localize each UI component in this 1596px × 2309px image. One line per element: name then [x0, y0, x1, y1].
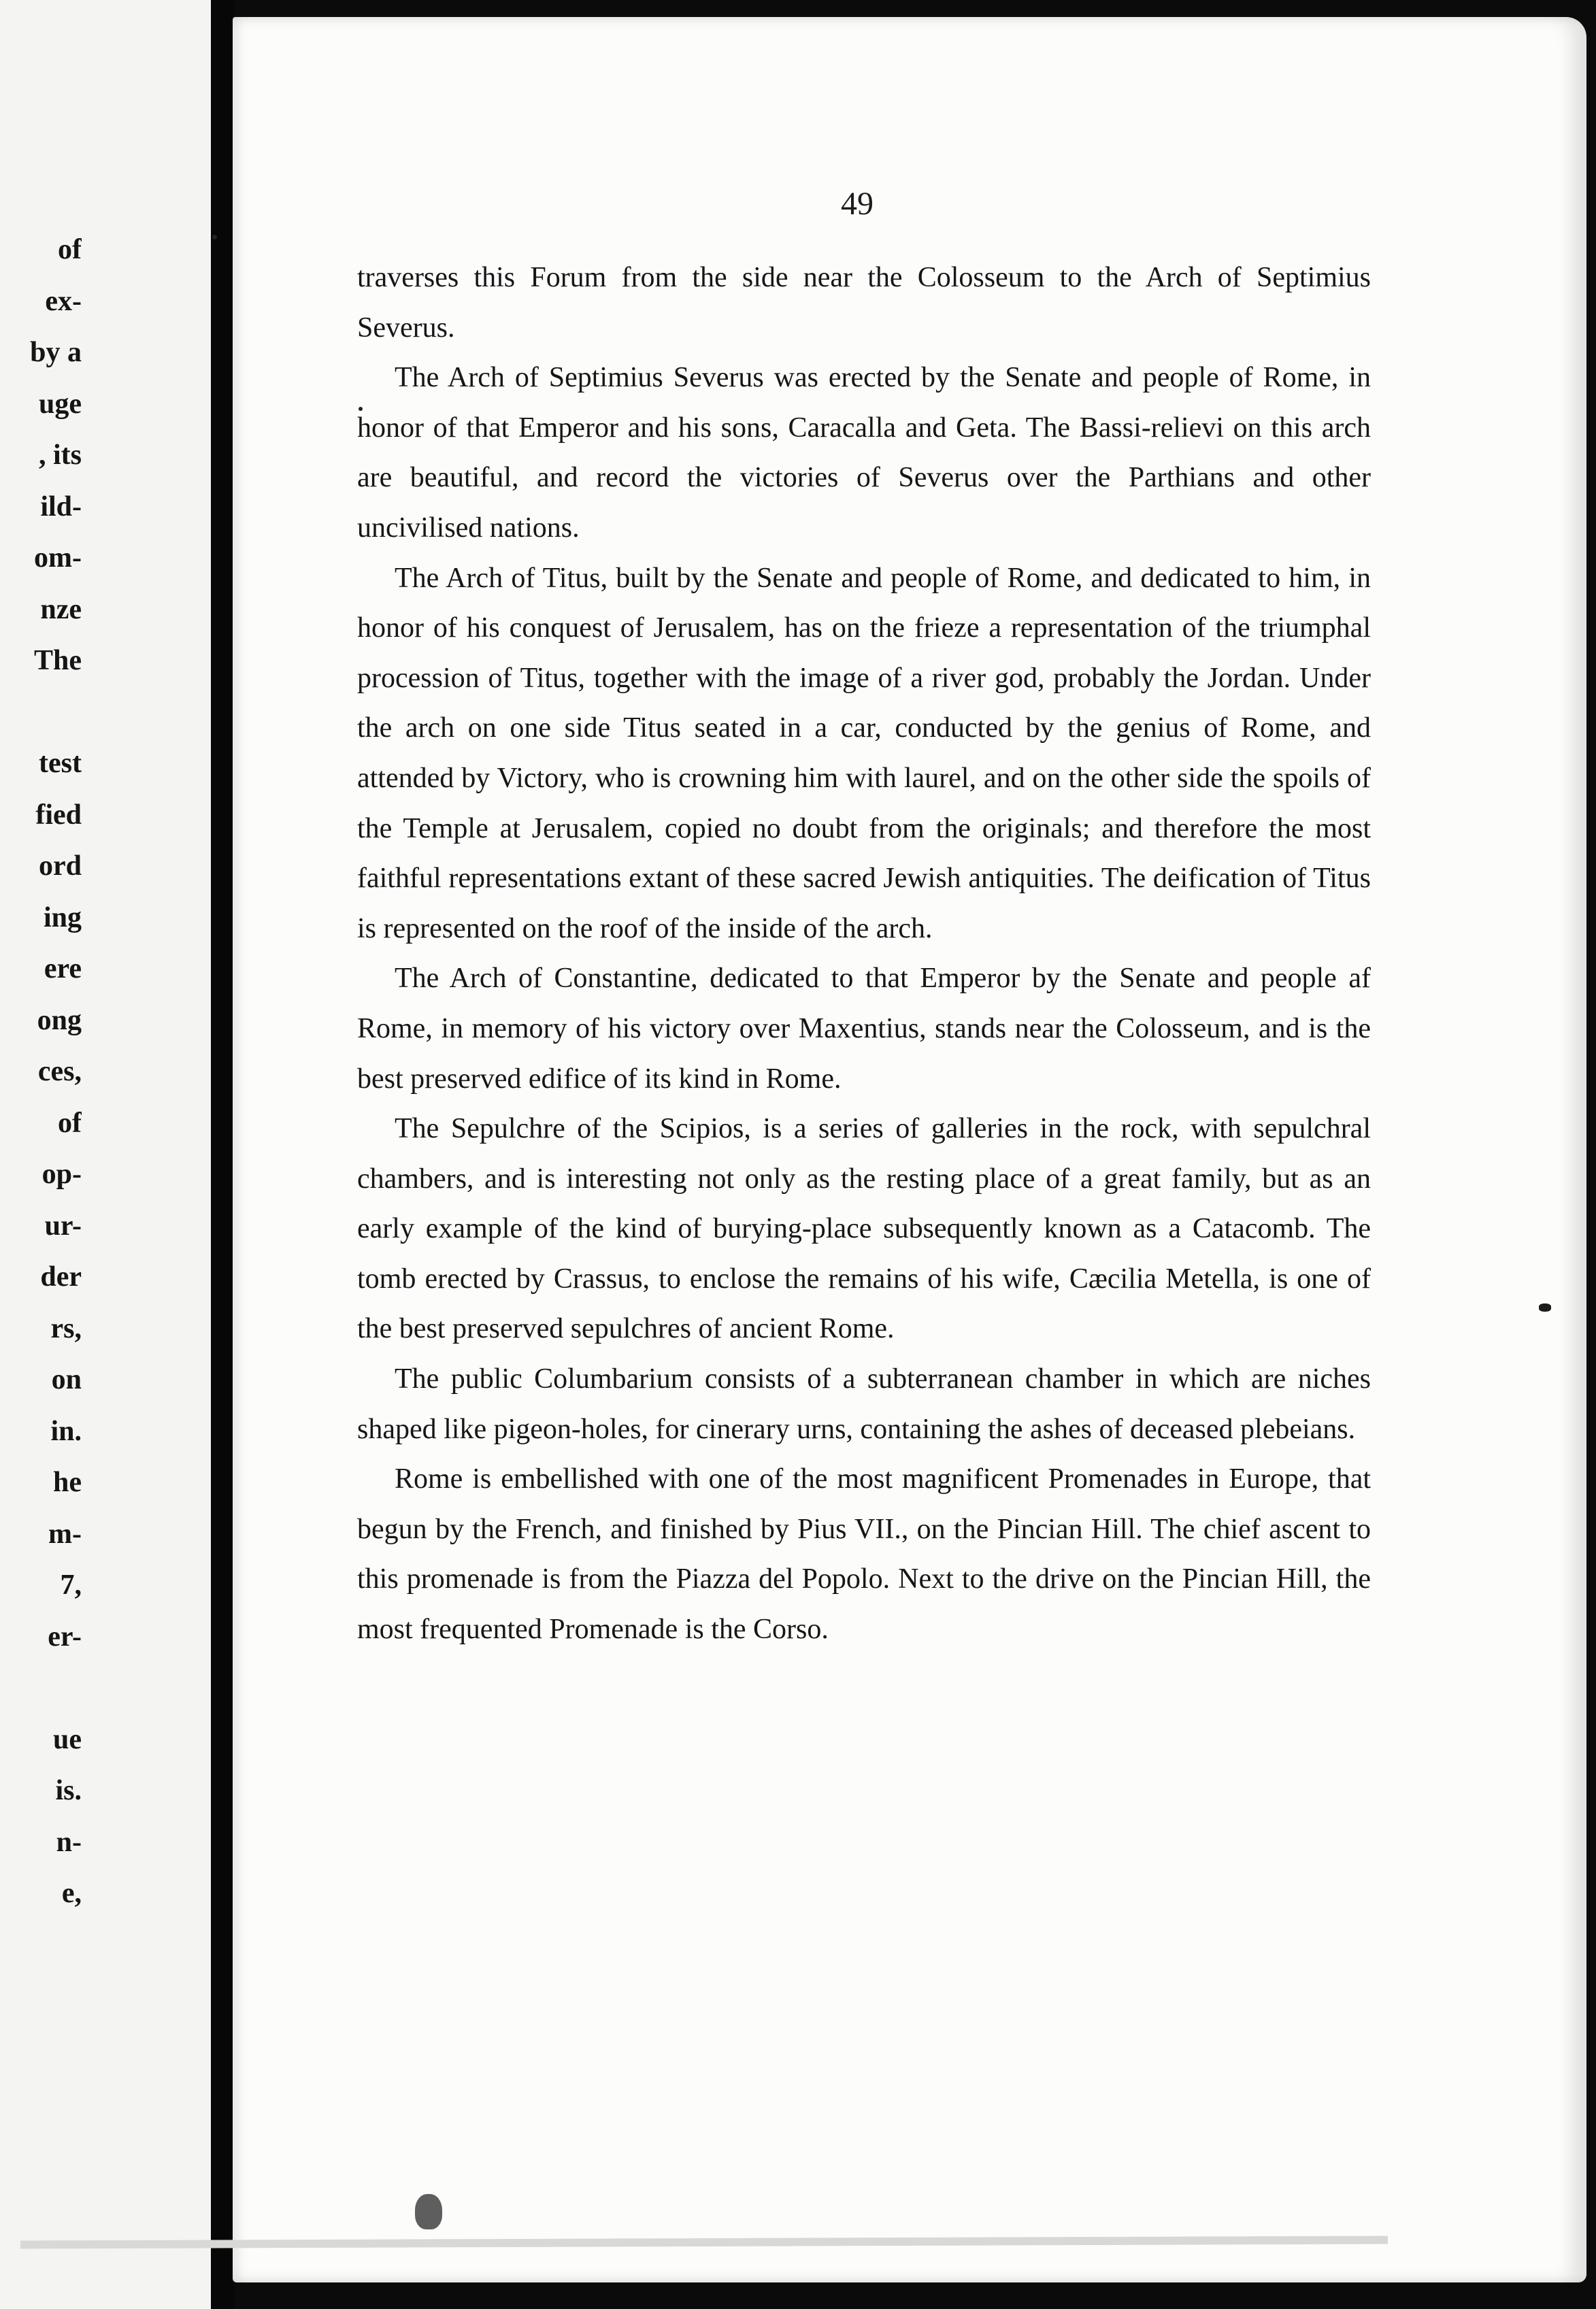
- left-fragment: e,: [61, 1878, 82, 1909]
- left-fragment: m-: [48, 1518, 82, 1550]
- left-fragment: The: [33, 645, 82, 676]
- left-fragment: in.: [50, 1415, 82, 1447]
- left-fragment: om-: [34, 542, 82, 574]
- paragraph-arch-of-constantine: The Arch of Constantine, dedicated to that Emperor by the Senate and people af Rome, in memory of his victory over Maxentius, stands near the Colosseum, and is the best preserved edifice of its kind in Rome.: [357, 963, 1371, 1095]
- left-fragment: test: [39, 748, 82, 779]
- paragraph-arch-of-titus: The Arch of Titus, built by the Senate and people of Rome, and dedicated to him, in honor of his conquest of Jerusalem, has on the frieze a representation of the triumphal procession of Titus, together with the image of a river god, probably the Jordan. Under the arch on one side Titus seated in a car, conducted by the genius of Rome, and attended by Victory, who is crowning him with laurel, and on the other side the spoils of the Temple at Jerusalem, copied no doubt from the originals; and therefore the most faithful representations extant of these sacred Jewish antiquities. The deification of Titus is represented on the roof of the inside of the arch.: [357, 562, 1371, 944]
- left-fragment: ces,: [37, 1056, 82, 1087]
- left-fragment: by a: [30, 337, 82, 368]
- paragraph-sepulchre-scipios: The Sepulchre of the Scipios, is a series of galleries in the rock, with sepulchral chambers, and is interesting not only as the resting place of a great family, but as an early example of the kind of burying-place subsequently known as a Catacomb. The tomb erected by Crassus, to enclose the remains of his wife, Cæcilia Metella, is one of the best preserved sepulchres of ancient Rome.: [357, 1113, 1371, 1345]
- left-fragment: ild-: [40, 491, 82, 522]
- left-fragment: ex-: [45, 285, 82, 317]
- paragraph-promenades: Rome is embellished with one of the most magnificent Promenades in Europe, that begun by the French, and finished by Pius VII., on the Pincian Hill. The chief ascent to this promenade is from the Piazza del Popolo. Next to the drive on the Pincian Hill, the most frequented Promenade is the Corso.: [357, 1463, 1371, 1646]
- ink-speck: [212, 235, 217, 239]
- left-fragment: uge: [39, 388, 82, 420]
- left-fragment: on: [51, 1364, 82, 1395]
- left-fragment: fied: [35, 799, 82, 831]
- left-fragment: rs,: [50, 1312, 82, 1344]
- left-fragment: ong: [37, 1004, 82, 1036]
- left-fragment: ue: [53, 1723, 82, 1755]
- left-fragment: nze: [40, 593, 82, 625]
- page-number: 49: [841, 186, 874, 222]
- left-fragment: ing: [43, 901, 82, 933]
- left-fragment: ord: [39, 850, 82, 882]
- left-fragment: [0, 1663, 82, 1714]
- left-fragment: op-: [41, 1159, 82, 1190]
- page-body: [357, 253, 1371, 1655]
- ink-blot: [415, 2194, 442, 2229]
- left-fragment: ere: [44, 953, 82, 984]
- left-fragment: he: [53, 1467, 82, 1498]
- left-fragment: ur-: [44, 1210, 82, 1242]
- paragraph-columbarium: The public Columbarium consists of a subterranean chamber in which are niches shaped like pigeon-holes, for cinerary urns, containing the ashes of deceased plebeians.: [357, 1363, 1371, 1445]
- left-fragment: 7,: [60, 1569, 82, 1601]
- left-fragment: of: [58, 234, 82, 265]
- left-fragment: n-: [56, 1826, 82, 1858]
- paragraph-forum-continued: traverses this Forum from the side near the Colosseum to the Arch of Septimius Severus.: [357, 262, 1371, 344]
- left-fragment: er-: [48, 1621, 82, 1652]
- paragraph-arch-septimius-severus: The Arch of Septimius Severus was erected by the Senate and people of Rome, in honor of that Emperor and his sons, Caracalla and Geta. The Bassi-relievi on this arch are beautiful, and record the victories of Severus over the Parthians and other uncivilised nations.: [357, 362, 1371, 544]
- left-fragment: is.: [55, 1775, 82, 1806]
- left-fragment: of: [58, 1107, 82, 1139]
- left-fragment: der: [40, 1261, 82, 1293]
- left-page-text-fragments: [0, 225, 82, 1920]
- ink-speck: [359, 407, 363, 411]
- left-fragment: , its: [39, 439, 82, 471]
- left-fragment: [0, 687, 82, 739]
- margin-mark: [1539, 1303, 1551, 1312]
